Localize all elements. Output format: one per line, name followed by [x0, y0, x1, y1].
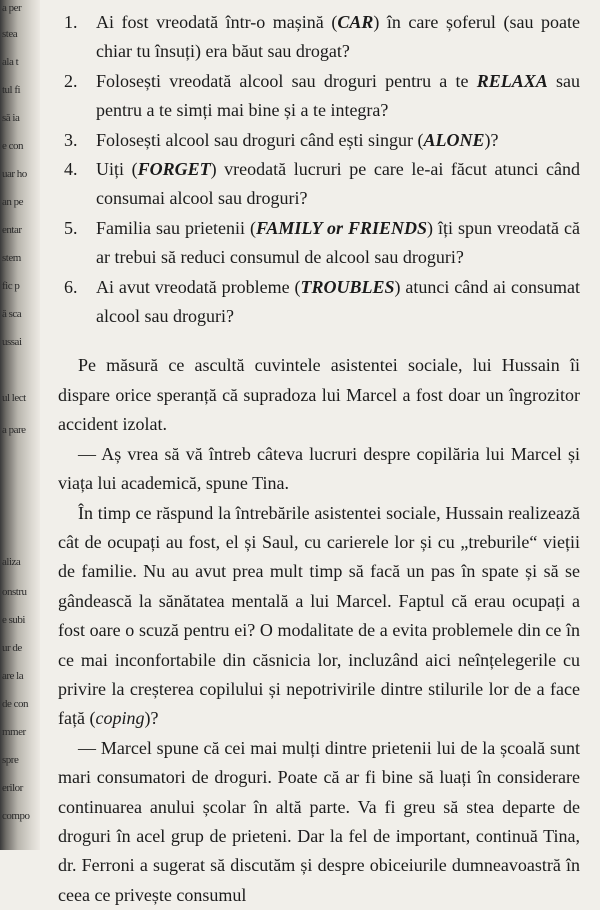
screening-questions-list: [58, 8, 580, 331]
question-item: [58, 126, 580, 155]
gutter-fragment: mmer: [2, 726, 26, 738]
gutter-fragment: a pare: [2, 424, 26, 436]
gutter-fragment: spre: [2, 754, 19, 766]
question-item: [58, 8, 580, 67]
adjacent-page-edge: [0, 0, 40, 850]
paragraph: — Marcel spune că cei mai mulți dintre prietenii lui de la școală sunt mari consumatori de droguri. Poate că ar fi bine să luați în considerare continuarea anului școlar în altă parte. Va fi greu să stea departe de droguri în acel grup de prieteni. Dar la fel de important, continuă Tina, dr. Ferroni a sugerat să discutăm și despre obiceiurile dumneavoastră în ceea ce privește consumul: [58, 737, 580, 905]
gutter-fragment: stem: [2, 252, 21, 264]
gutter-fragment: compo: [2, 810, 30, 822]
gutter-fragment: fic p: [2, 280, 20, 292]
gutter-fragment: ussai: [2, 336, 22, 348]
gutter-fragment: să ia: [2, 112, 20, 124]
question-text: Uiți (FORGET) vreodată lucruri pe care le-ai făcut atunci când consumai alcool sau droguri?: [96, 159, 580, 209]
question-number: 1.: [64, 12, 78, 32]
question-number: 2.: [64, 70, 78, 91]
book-page: [58, 8, 580, 910]
question-text: Ai fost vreodată într-o mașină (CAR) în care șoferul (sau poate chiar tu însuți) era băut sau drogat?: [96, 12, 580, 62]
gutter-fragment: aliza: [2, 556, 21, 568]
gutter-fragment: an pe: [2, 196, 24, 208]
gutter-fragment: tul fi: [2, 84, 21, 96]
gutter-fragment: uar ho: [2, 168, 27, 180]
question-item: [58, 67, 580, 126]
paragraph: În timp ce răspund la întrebările asistentei sociale, Hussain realizează cât de ocupați au fost, el și Saul, cu carierele lor și cu „treburile“ vieții de familie. Nu au avut prea mult timp să facă un pas în spate și să se gândească la sănătatea mentală a lui Marcel. Faptul că erau ocupați a fost oare o scuză pentru ei? O modalitate de a evita problemele din ce în ce mai inconfortabile din căsnicia lor, incluzând aici neînțelegerile cu privire la creșterea copilului și nepotrivirile dintre stilurile lor de a face față (coping)?: [58, 502, 580, 729]
narrative-body: [58, 351, 580, 910]
gutter-fragment: are la: [2, 670, 24, 682]
gutter-fragment: a per: [2, 2, 22, 14]
gutter-fragment: ala t: [2, 56, 19, 68]
question-text: Ai avut vreodată probleme (TROUBLES) atunci când ai consumat alcool sau droguri?: [96, 276, 580, 327]
gutter-fragment: e subi: [2, 614, 25, 626]
question-item: [58, 214, 580, 273]
gutter-fragment: ă sca: [2, 308, 22, 320]
question-text: Familia sau prietenii (FAMILY or FRIENDS) îți spun vreodată că ar trebui să reduci consumul de alcool sau droguri?: [96, 217, 580, 268]
question-number: 4.: [64, 159, 78, 180]
gutter-fragment: ur de: [2, 642, 22, 654]
gutter-fragment: entar: [2, 224, 22, 236]
question-number: 3.: [64, 129, 78, 150]
question-text: Folosești alcool sau droguri când ești singur (ALONE)?: [96, 129, 499, 150]
paragraph: Pe măsură ce ascultă cuvintele asistentei sociale, lui Hussain îi dispare orice speranță că supradoza lui Marcel a fost doar un îngrozitor accident izolat.: [58, 355, 580, 435]
question-item: [58, 155, 580, 214]
gutter-fragment: de con: [2, 698, 29, 710]
gutter-fragment: ul lect: [2, 392, 26, 404]
question-item: [58, 273, 580, 332]
paragraph: — Aș vrea să vă întreb câteva lucruri despre copilăria lui Marcel și viața lui academică, spune Tina.: [58, 443, 580, 494]
gutter-fragment: stea: [2, 28, 18, 40]
gutter-fragment: erilor: [2, 782, 23, 794]
gutter-fragment: onstru: [2, 586, 27, 598]
gutter-fragment: e con: [2, 140, 24, 152]
question-number: 5.: [64, 217, 78, 238]
question-text: Folosești vreodată alcool sau droguri pentru a te RELAXA sau pentru a te simți mai bine și a te integra?: [96, 70, 581, 121]
question-number: 6.: [64, 276, 78, 297]
